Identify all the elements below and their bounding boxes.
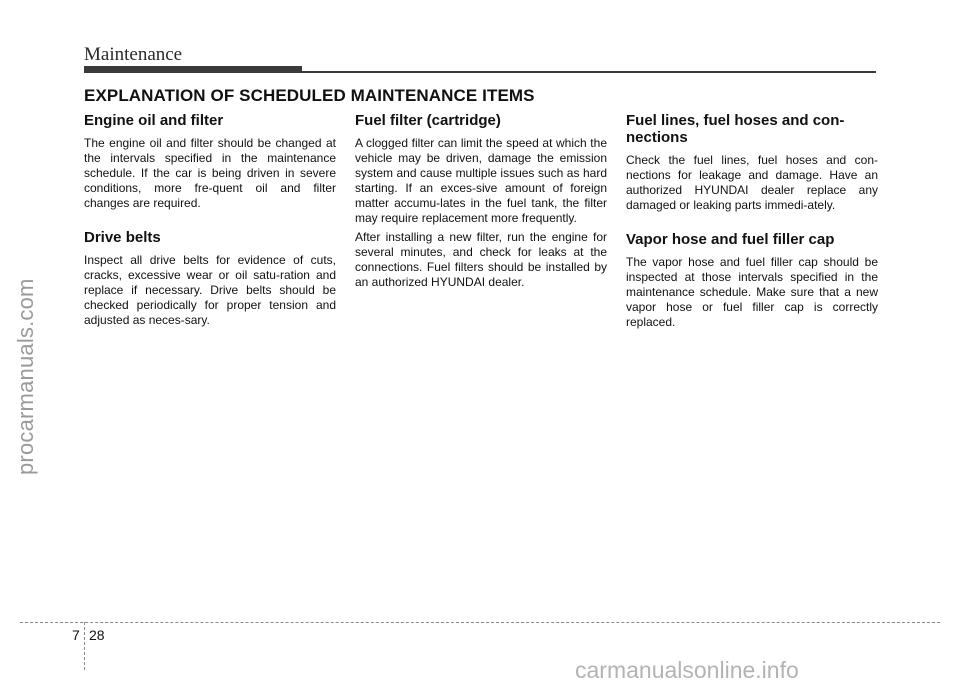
- page-number: 28: [89, 627, 105, 643]
- section-heading-vapor-hose: Vapor hose and fuel filler cap: [626, 231, 835, 248]
- section-body-fuel-filter-2: After installing a new filter, run the engine for several minutes, and check for leaks at the connections. Fuel filters should be installed by an authorized HYUNDAI dealer.: [355, 230, 607, 289]
- header-rule: [302, 71, 876, 73]
- section-heading-drive-belts: Drive belts: [84, 229, 161, 246]
- chapter-number: 7: [72, 627, 80, 643]
- section-body-engine-oil: The engine oil and filter should be changed at the intervals specified in the maintenance schedule. If the car is being driven in severe conditions, more fre-quent oil and filter changes are required.: [84, 136, 336, 210]
- footer-rule: [20, 622, 940, 623]
- page-heading: EXPLANATION OF SCHEDULED MAINTENANCE ITEMS: [84, 86, 535, 105]
- column-1: [84, 112, 336, 332]
- section-heading-fuel-lines: Fuel lines, fuel hoses and con-nections: [626, 112, 845, 146]
- header-bar: [84, 66, 302, 73]
- section-heading-engine-oil: Engine oil and filter: [84, 112, 224, 129]
- section-body-drive-belts: Inspect all drive belts for evidence of cuts, cracks, excessive wear or oil satu-ration and replace if necessary. Drive belts should be checked periodically for proper tension and adjusted as neces-sary.: [84, 253, 336, 327]
- column-3: [626, 112, 878, 334]
- side-watermark: procarmanuals.com: [13, 278, 38, 475]
- bottom-watermark: carmanualsonline.info: [575, 657, 799, 683]
- column-2: [355, 112, 607, 294]
- section-body-vapor-hose: The vapor hose and fuel filler cap should be inspected at those intervals specified in the maintenance schedule. Make sure that a new vapor hose or fuel filler cap is correctly replaced.: [626, 255, 878, 329]
- footer-divider: [84, 622, 85, 670]
- section-label: Maintenance: [84, 44, 183, 65]
- section-body-fuel-lines: Check the fuel lines, fuel hoses and con-nections for leakage and damage. Have an authorized HYUNDAI dealer replace any damaged or leaking parts immedi-ately.: [626, 153, 878, 212]
- section-heading-fuel-filter: Fuel filter (cartridge): [355, 112, 501, 129]
- section-body-fuel-filter-1: A clogged filter can limit the speed at which the vehicle may be driven, damage the emission system and cause multiple issues such as hard starting. If an exces-sive amount of foreign matter accumu-lates in the fuel tank, the filter may require replacement more frequently.: [355, 136, 607, 225]
